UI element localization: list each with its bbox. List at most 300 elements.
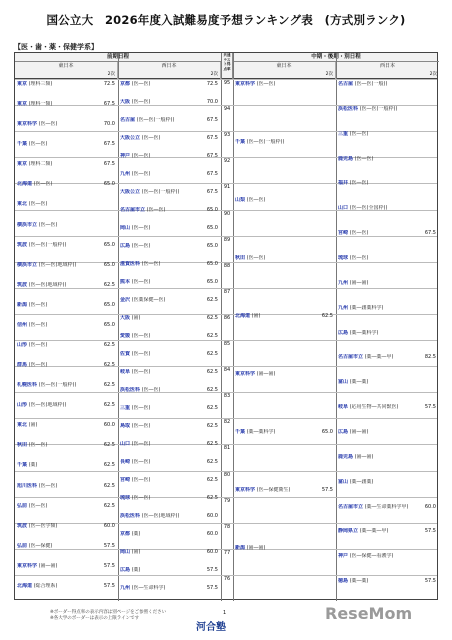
university-name: 佐賀 [120, 351, 131, 357]
secondary-rank: 70.0 [103, 121, 115, 128]
university-name: 新潟 [17, 301, 28, 308]
table-row [120, 207, 219, 214]
department-name: (医―医) [348, 255, 369, 261]
secondary-rank: 57.5 [321, 487, 333, 493]
university-name: 東京科学 [235, 371, 256, 377]
page-title: 国公立大 2026年度入試難易度予想ランキング表 (方式別ランク) [46, 13, 406, 27]
university-name: 金沢 [120, 297, 131, 303]
department-name: (医―医(一般枠)) [358, 105, 398, 112]
department-name: (医―生命科学) [130, 585, 166, 591]
table-row [338, 578, 437, 585]
table-row [17, 262, 116, 269]
table-row [17, 503, 116, 510]
secondary-rank: 62.5 [103, 442, 115, 449]
university-name: 北海道 [17, 181, 33, 188]
university-name: 千葉 [17, 141, 28, 148]
column-divider [118, 53, 119, 601]
table-row [17, 422, 116, 429]
rank-value: 91 [223, 184, 231, 191]
table-row [338, 81, 437, 88]
table-row [17, 342, 116, 349]
table-row [120, 297, 219, 304]
department-name: (薬―生命薬科学甲) [363, 503, 409, 510]
table-row [120, 495, 219, 502]
department-name: (医―医) [245, 197, 266, 203]
secondary-rank: 67.5 [206, 189, 218, 195]
university-name: 弘前 [17, 502, 28, 509]
table-row [120, 531, 219, 538]
table-row [17, 81, 116, 88]
department-name: (歯―歯) [348, 429, 369, 435]
secondary-rank: 62.5 [103, 402, 115, 409]
secondary-rank: 65.0 [206, 243, 218, 249]
department-name: (医―医) [27, 502, 48, 509]
department-name: (医―医) [348, 130, 369, 137]
department-name: (薬―創薬) [348, 478, 374, 485]
university-name: 東京 [17, 161, 28, 168]
university-name: 弘前 [17, 542, 28, 549]
department-name: (医―医(地域枠)) [27, 281, 67, 288]
table-row [235, 197, 334, 204]
secondary-rank: 65.0 [103, 241, 115, 248]
table-row [338, 280, 437, 287]
university-name: 秋田 [235, 255, 246, 261]
secondary-rank: 65.0 [321, 429, 333, 435]
department-name: (薬) [27, 462, 38, 469]
table-row [17, 201, 116, 208]
department-name: (薬―薬―甲) [358, 528, 389, 535]
table-row [17, 362, 116, 369]
department-name: (医―医) [27, 301, 48, 308]
department-name: (医―医) [245, 255, 266, 261]
table-row [120, 243, 219, 250]
table-row [17, 101, 116, 108]
table-row [17, 161, 116, 168]
secondary-rank: 57.5 [103, 582, 115, 589]
secondary-rank: 65.0 [103, 321, 115, 328]
table-row [17, 242, 116, 249]
table-row [120, 549, 219, 556]
table-row [120, 261, 219, 268]
department-name: (歯) [250, 313, 261, 319]
table-row [338, 330, 437, 337]
secondary-rank: 62.5 [206, 333, 218, 339]
table-row [120, 567, 219, 574]
university-name: 三重 [338, 130, 349, 137]
university-name: 名古屋 [120, 117, 136, 123]
university-name: 山口 [338, 205, 349, 212]
university-name: 京都 [120, 531, 131, 537]
department-name: (歯―歯) [353, 453, 374, 460]
university-name: 岐阜 [120, 369, 131, 375]
department-name: (医―医) [130, 369, 151, 375]
department-name: (医―医) [130, 225, 151, 231]
department-name: (医―医) [130, 99, 151, 105]
university-name: 宮崎 [338, 230, 349, 237]
department-name: (歯―歯) [255, 371, 276, 377]
secondary-rank: 62.5 [206, 495, 218, 501]
university-name: 鹿児島 [338, 155, 354, 162]
university-name: 信州 [17, 321, 28, 328]
table-row [338, 354, 437, 361]
resemom-watermark: ReseMom [325, 604, 413, 623]
rank-value: 76 [223, 575, 231, 582]
university-name: 長崎 [120, 459, 131, 465]
department-name: (理科二類) [27, 161, 53, 168]
university-name: 東京 [17, 101, 28, 108]
university-name: 東京科学 [235, 81, 256, 87]
department-name: (医―医(地域枠)) [140, 513, 180, 519]
table-row [235, 429, 334, 436]
department-name: (医―医) [130, 477, 151, 483]
university-name: 山口 [120, 441, 131, 447]
secondary-rank: 57.5 [424, 528, 436, 535]
secondary-rank: 67.5 [206, 117, 218, 123]
department-name: (理科三類) [27, 81, 53, 87]
header-niji: 2次 [429, 72, 437, 77]
secondary-rank: 65.0 [103, 301, 115, 308]
table-row [338, 106, 437, 113]
secondary-rank: 57.5 [206, 567, 218, 573]
department-name: (医―医) [140, 261, 161, 267]
university-name: 千葉 [17, 462, 28, 469]
secondary-rank: 65.0 [103, 261, 115, 268]
secondary-rank: 60.0 [206, 513, 218, 519]
secondary-rank: 62.5 [103, 342, 115, 348]
secondary-rank: 62.5 [206, 477, 218, 483]
secondary-rank: 67.5 [103, 141, 115, 148]
university-name: 東京科学 [17, 121, 38, 128]
department-name: (医―医) [130, 279, 151, 285]
table-row [17, 543, 116, 550]
department-name: (医―医) [130, 171, 151, 177]
secondary-rank: 82.5 [424, 354, 436, 361]
table-row [338, 230, 437, 237]
department-name: (医―医) [348, 230, 369, 237]
secondary-rank: 65.0 [206, 261, 218, 267]
rank-value: 87 [223, 288, 231, 295]
footer-note-1: ※ボーダー得点率の表示内容は別ページをご参照ください [50, 610, 167, 615]
department-name: (医―医) [37, 482, 58, 489]
table-row [17, 583, 116, 590]
university-name: 筑波 [17, 241, 28, 248]
table-row [17, 322, 116, 329]
university-name: 浜松医科 [120, 513, 141, 519]
secondary-rank: 67.5 [206, 153, 218, 159]
page-number: 1 [223, 610, 227, 616]
secondary-rank: 62.5 [103, 502, 115, 509]
secondary-rank: 62.5 [206, 297, 218, 303]
department-name: (医―医) [130, 405, 151, 411]
department-name: (医―医) [130, 153, 151, 159]
table-row [120, 405, 219, 412]
department-name: (薬―創薬科学) [348, 304, 384, 311]
university-name: 筑波 [17, 281, 28, 288]
department-name: (薬) [130, 567, 141, 573]
table-row [17, 181, 116, 188]
secondary-rank: 57.5 [424, 578, 436, 585]
ranking-table [14, 52, 438, 600]
university-name: 千葉 [235, 429, 246, 435]
secondary-rank: 67.5 [103, 101, 115, 108]
university-name: 静岡県立 [338, 528, 359, 535]
header-east-right [233, 62, 336, 79]
department-name: (応用生物―共同獣医) [348, 404, 399, 411]
university-name: 名古屋市立 [338, 503, 364, 510]
university-name: 横浜市立 [17, 261, 38, 268]
department-name: (薬) [130, 531, 141, 537]
header-niji: 2次 [325, 72, 333, 77]
department-name: (医―医) [130, 495, 151, 501]
department-name: (薬―薬) [348, 578, 369, 585]
table-row [17, 462, 116, 469]
footer-note-2: ※各大学のボーダーは表示の上限ラインです [50, 616, 140, 621]
university-name: 千葉 [235, 139, 246, 145]
university-name: 富山 [338, 478, 349, 485]
department-name: (医―医(一般枠)) [245, 139, 285, 145]
department-name: (医―医) [130, 333, 151, 339]
secondary-rank: 62.5 [206, 441, 218, 447]
table-row [17, 563, 116, 570]
table-row [17, 442, 116, 449]
department-name: (医―医) [37, 221, 58, 228]
department-name: (医―医) [27, 141, 48, 148]
secondary-rank: 67.5 [206, 171, 218, 177]
department-name: (薬―薬科学) [348, 329, 379, 336]
department-name: (医―医(一般枠)) [27, 241, 67, 248]
university-name: 岡山 [120, 225, 131, 231]
department-name: (医―医) [27, 321, 48, 328]
table-row [120, 279, 219, 286]
secondary-rank: 60.0 [206, 549, 218, 555]
university-name: 東北 [17, 201, 28, 208]
university-name: 琉球 [338, 255, 349, 261]
department-name: (医―医) [130, 423, 151, 429]
rank-value: 88 [223, 262, 231, 269]
university-name: 東京科学 [235, 487, 256, 493]
department-name: (医―医) [37, 121, 58, 128]
university-name: 浜松医科 [120, 387, 141, 393]
university-name: 大阪 [120, 99, 131, 105]
table-row [120, 189, 219, 196]
table-row [338, 454, 437, 461]
table-row [17, 121, 116, 128]
secondary-rank: 62.5 [206, 423, 218, 429]
department-name: (医―医(一般枠)) [140, 189, 180, 195]
secondary-rank: 60.0 [103, 522, 115, 529]
department-name: (医―医) [130, 243, 151, 249]
kawaijuku-logo: 河合塾 [196, 622, 226, 633]
secondary-rank: 62.5 [103, 462, 115, 469]
table-row [338, 429, 437, 436]
secondary-rank: 62.5 [206, 387, 218, 393]
university-name: 名古屋市立 [120, 207, 146, 213]
department-name: (医―医(一般枠)) [135, 117, 175, 123]
secondary-rank: 57.5 [103, 562, 115, 569]
secondary-rank: 62.5 [103, 362, 115, 369]
secondary-rank: 62.5 [206, 369, 218, 375]
secondary-rank: 57.5 [424, 404, 436, 411]
secondary-rank: 60.0 [424, 503, 436, 510]
university-name: 神戸 [338, 553, 349, 560]
department-name: (医―医) [130, 351, 151, 357]
header-west-left [118, 62, 221, 79]
table-row [338, 305, 437, 312]
section-subtitle: 【医・歯・薬・保健学系】 [14, 43, 98, 51]
table-row [120, 333, 219, 340]
department-name: (医―医) [348, 180, 369, 187]
secondary-rank: 62.5 [206, 315, 218, 321]
department-name: (歯) [27, 422, 38, 429]
secondary-rank: 65.0 [206, 225, 218, 231]
secondary-rank: 65.0 [206, 207, 218, 213]
secondary-rank: 65.0 [206, 279, 218, 285]
table-row [338, 504, 437, 511]
university-name: 群馬 [17, 362, 28, 369]
university-name: 岐阜 [338, 404, 349, 411]
secondary-rank: 62.5 [103, 382, 115, 389]
university-name: 福井 [338, 180, 349, 187]
university-name: 横浜市立 [17, 221, 38, 228]
column-divider [233, 53, 234, 601]
table-row [120, 117, 219, 124]
secondary-rank: 62.5 [103, 281, 115, 288]
table-row [17, 282, 116, 289]
university-name: 鳥取 [120, 423, 131, 429]
secondary-rank: 70.0 [206, 99, 218, 105]
rank-value: 80 [223, 471, 231, 478]
table-row [120, 153, 219, 160]
secondary-rank: 62.5 [206, 405, 218, 411]
table-row [17, 483, 116, 490]
secondary-rank: 60.0 [206, 531, 218, 537]
department-name: (歯―歯) [245, 545, 266, 551]
secondary-rank: 60.0 [103, 422, 115, 429]
department-name: (医薬保健―医) [130, 297, 166, 303]
table-row [120, 81, 219, 88]
footer-notes [50, 610, 166, 622]
university-name: 広島 [120, 243, 131, 249]
department-name: (医―医) [32, 181, 53, 188]
department-name: (医―医) [27, 442, 48, 449]
secondary-rank: 62.5 [206, 351, 218, 357]
rank-value: 94 [223, 106, 231, 113]
university-name: 岡山 [120, 549, 131, 555]
table-row [338, 404, 437, 411]
table-row [338, 479, 437, 486]
university-name: 徳島 [338, 578, 349, 585]
department-name: (薬―薬―甲) [363, 354, 394, 361]
header-east-left-label: 東日本 [58, 63, 74, 69]
university-name: 三重 [120, 405, 131, 411]
table-row [235, 545, 334, 552]
department-name: (歯―歯) [348, 279, 369, 286]
university-name: 九州 [338, 279, 349, 286]
department-name: (歯) [130, 549, 141, 555]
table-row [235, 139, 334, 146]
table-row [338, 156, 437, 163]
table-row [120, 99, 219, 106]
department-name: (医―医(一般枠)) [37, 382, 77, 389]
department-name: (医―医(地域枠)) [37, 261, 77, 268]
university-name: 東京 [17, 81, 28, 87]
rank-value: 81 [223, 445, 231, 452]
department-name: (薬―薬科学) [245, 429, 276, 435]
department-name: (医―医) [140, 387, 161, 393]
university-name: 京都 [120, 81, 131, 87]
table-row [235, 255, 334, 262]
secondary-rank: 72.5 [206, 81, 218, 87]
secondary-rank: 62.5 [103, 482, 115, 489]
table-row [17, 402, 116, 409]
secondary-rank: 72.5 [103, 81, 115, 87]
university-name: 広島 [120, 567, 131, 573]
university-name: 山形 [17, 342, 28, 348]
university-name: 広島 [338, 429, 349, 435]
department-name: (医―保健衛生) [255, 487, 291, 493]
secondary-rank: 65.0 [103, 181, 115, 188]
table-row [120, 459, 219, 466]
header-east-left [15, 62, 118, 79]
department-name: (医―医) [140, 135, 161, 141]
university-name: 九州 [338, 304, 349, 311]
university-name: 琉球 [120, 495, 131, 501]
department-name: (歯―歯) [37, 562, 58, 569]
table-row [17, 382, 116, 389]
department-name: (医―保健―看護学) [348, 553, 394, 560]
university-name: 秋田 [17, 442, 28, 449]
table-row [120, 441, 219, 448]
university-name: 富山 [338, 379, 349, 386]
university-name: 宮崎 [120, 477, 131, 483]
university-name: 愛媛 [120, 333, 131, 339]
table-row [120, 513, 219, 520]
table-row [120, 369, 219, 376]
table-row [120, 225, 219, 232]
secondary-rank: 62.5 [206, 459, 218, 465]
university-name: 九州 [120, 585, 131, 591]
department-name: (医―医学類) [27, 522, 58, 529]
rank-value: 83 [223, 393, 231, 400]
table-row [120, 585, 219, 592]
header-niji: 2次 [107, 72, 115, 77]
department-name: (医―医) [130, 441, 151, 447]
department-name: (総合理系) [32, 582, 58, 589]
table-row [120, 135, 219, 142]
university-name: 東京科学 [17, 562, 38, 569]
secondary-rank: 67.5 [103, 161, 115, 168]
table-row [338, 553, 437, 560]
table-row [120, 171, 219, 178]
department-name: (医―医) [27, 362, 48, 369]
university-name: 広島 [338, 329, 349, 336]
secondary-rank: 57.5 [206, 585, 218, 591]
department-name: (医―医) [130, 81, 151, 87]
department-name: (医―医) [145, 207, 166, 213]
table-header [15, 53, 437, 79]
department-name: (医―医) [130, 459, 151, 465]
university-name: 九州 [120, 171, 131, 177]
table-row [120, 387, 219, 394]
department-name: (医―医(一般)) [353, 81, 388, 87]
rank-value: 85 [223, 341, 231, 347]
secondary-rank: 57.5 [103, 542, 115, 549]
department-name: (医―医(地域枠)) [27, 402, 67, 409]
table-row [120, 351, 219, 358]
secondary-rank: 67.5 [424, 230, 436, 237]
department-name: (医―医) [353, 155, 374, 162]
university-name: 熊本 [120, 279, 131, 285]
